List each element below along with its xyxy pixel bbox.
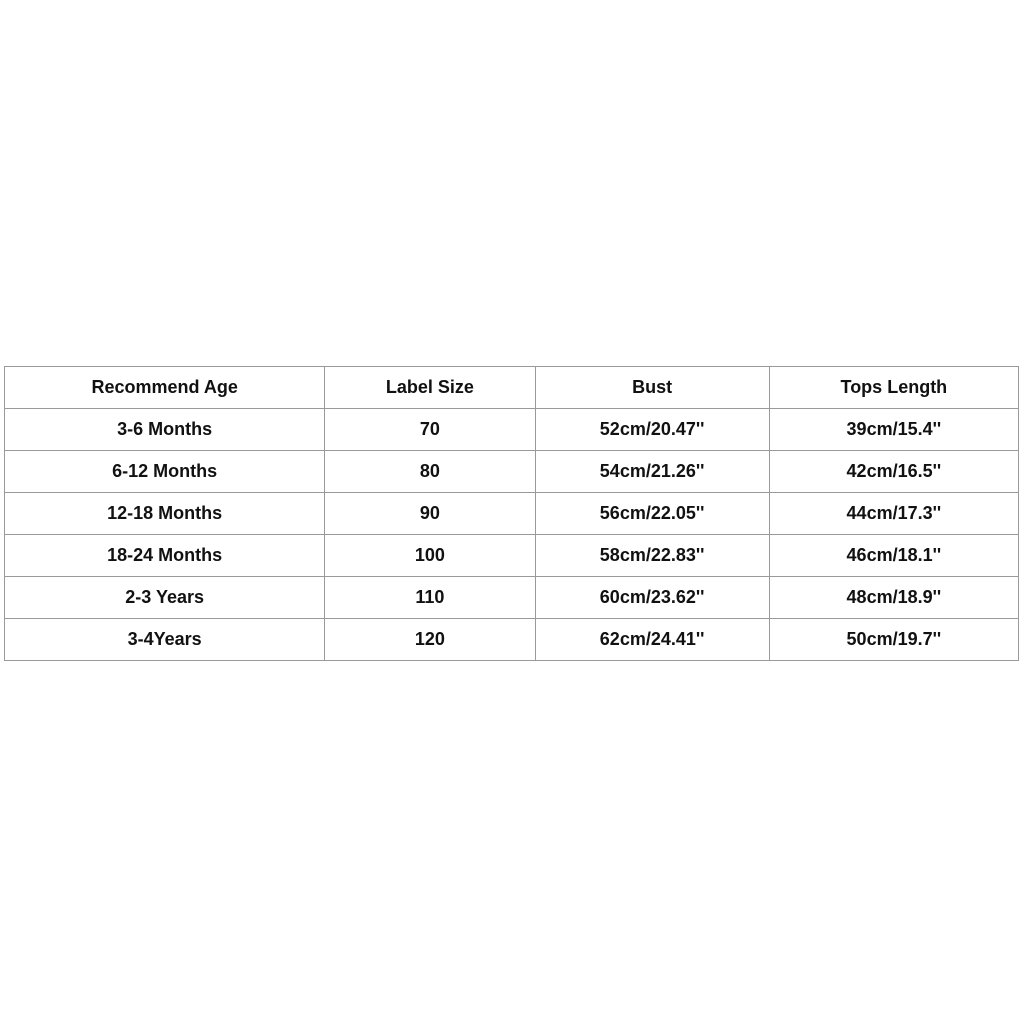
table-row [5, 577, 1019, 619]
cell-recommend-age: 2-3 Years [5, 577, 325, 619]
cell-bust: 52cm/20.47'' [535, 409, 769, 451]
cell-bust: 54cm/21.26'' [535, 451, 769, 493]
cell-recommend-age: 18-24 Months [5, 535, 325, 577]
header-tops-length: Tops Length [769, 367, 1018, 409]
table-row [5, 493, 1019, 535]
size-chart-table [4, 366, 1019, 661]
cell-label-size: 120 [325, 619, 535, 661]
cell-recommend-age: 3-6 Months [5, 409, 325, 451]
table-row [5, 535, 1019, 577]
header-label-size: Label Size [325, 367, 535, 409]
cell-bust: 60cm/23.62'' [535, 577, 769, 619]
cell-tops-length: 50cm/19.7'' [769, 619, 1018, 661]
table-row [5, 409, 1019, 451]
table-row [5, 451, 1019, 493]
cell-recommend-age: 12-18 Months [5, 493, 325, 535]
cell-tops-length: 44cm/17.3'' [769, 493, 1018, 535]
cell-recommend-age: 6-12 Months [5, 451, 325, 493]
cell-label-size: 90 [325, 493, 535, 535]
header-bust: Bust [535, 367, 769, 409]
cell-label-size: 110 [325, 577, 535, 619]
cell-recommend-age: 3-4Years [5, 619, 325, 661]
cell-label-size: 70 [325, 409, 535, 451]
cell-tops-length: 46cm/18.1'' [769, 535, 1018, 577]
table-row [5, 619, 1019, 661]
cell-bust: 62cm/24.41'' [535, 619, 769, 661]
cell-tops-length: 39cm/15.4'' [769, 409, 1018, 451]
header-recommend-age: Recommend Age [5, 367, 325, 409]
cell-bust: 56cm/22.05'' [535, 493, 769, 535]
cell-label-size: 100 [325, 535, 535, 577]
cell-tops-length: 42cm/16.5'' [769, 451, 1018, 493]
table-header-row [5, 367, 1019, 409]
cell-tops-length: 48cm/18.9'' [769, 577, 1018, 619]
cell-bust: 58cm/22.83'' [535, 535, 769, 577]
cell-label-size: 80 [325, 451, 535, 493]
